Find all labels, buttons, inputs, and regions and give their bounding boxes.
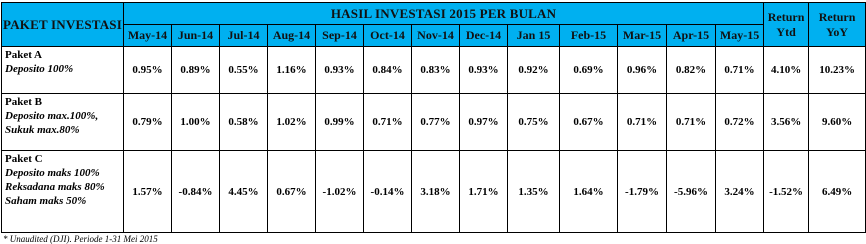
return-cell: -0.14% [364,151,412,233]
return-yoy-label-1: Return [818,9,856,24]
return-yoy-cell: 9.60% [809,94,866,151]
return-cell: 1.64% [560,151,618,233]
month-header: Jul-14 [220,25,268,47]
return-yoy-cell: 6.49% [809,151,866,233]
paket-name: Paket C [5,153,43,165]
paket-investasi-header: PAKET INVESTASI [2,3,124,47]
return-cell: 0.71% [364,94,412,151]
return-cell: 0.83% [412,47,460,94]
header-row-top [2,3,866,25]
investment-returns-table [1,2,866,233]
return-cell: 0.72% [716,94,764,151]
hasil-investasi-title: HASIL INVESTASI 2015 PER BULAN [124,3,764,25]
return-cell: 0.71% [716,47,764,94]
return-cell: 0.96% [618,47,667,94]
paket-name: Paket A [5,49,42,61]
return-cell: 0.69% [560,47,618,94]
return-ytd-header [764,3,809,47]
return-ytd-cell: -1.52% [764,151,809,233]
investment-table-wrapper [1,2,866,233]
return-cell: -1.02% [316,151,364,233]
return-ytd-label-1: Return [767,9,805,24]
paket-desc: Deposito max.100%, [5,110,99,122]
return-cell: 0.97% [460,94,508,151]
month-header: May-14 [124,25,172,47]
return-cell: 1.02% [268,94,316,151]
return-cell: 1.00% [172,94,220,151]
header-row-months [2,25,866,47]
month-header: Sep-14 [316,25,364,47]
return-cell: 0.71% [618,94,667,151]
return-cell: 0.58% [220,94,268,151]
paket-desc: Deposito maks 100% [5,167,100,179]
return-ytd-cell: 4.10% [764,47,809,94]
return-cell: 0.93% [316,47,364,94]
return-cell: 0.55% [220,47,268,94]
month-header: Aug-14 [268,25,316,47]
return-cell: 0.67% [560,94,618,151]
paket-a-cell [2,47,124,94]
month-header: Apr-15 [667,25,716,47]
table-row-paket-c [2,151,866,233]
return-cell: -5.96% [667,151,716,233]
footnote: * Unaudited (DJI). Periode 1-31 Mei 2015 [3,234,158,244]
paket-desc: Deposito 100% [5,63,74,75]
return-cell: 0.99% [316,94,364,151]
return-cell: 0.82% [667,47,716,94]
return-cell: 1.35% [508,151,560,233]
return-cell: 0.89% [172,47,220,94]
return-cell: 0.71% [667,94,716,151]
return-cell: -1.79% [618,151,667,233]
return-cell: 3.18% [412,151,460,233]
return-cell: 0.79% [124,94,172,151]
return-cell: 0.77% [412,94,460,151]
month-header: Oct-14 [364,25,412,47]
month-header: Jan 15 [508,25,560,47]
return-ytd-cell: 3.56% [764,94,809,151]
return-cell: 0.95% [124,47,172,94]
paket-name: Paket B [5,96,42,108]
return-cell: 1.71% [460,151,508,233]
return-yoy-label-2: YoY [826,24,849,39]
return-cell: 0.75% [508,94,560,151]
return-yoy-cell: 10.23% [809,47,866,94]
return-cell: 1.57% [124,151,172,233]
month-header: May-15 [716,25,764,47]
return-ytd-label-2: Ytd [776,24,796,39]
month-header: Dec-14 [460,25,508,47]
table-row-paket-b [2,94,866,151]
return-cell: 1.16% [268,47,316,94]
paket-desc: Reksadana maks 80% [5,181,105,193]
paket-desc: Saham maks 50% [5,195,87,207]
month-header: Feb-15 [560,25,618,47]
month-header: Mar-15 [618,25,667,47]
return-cell: -0.84% [172,151,220,233]
return-yoy-header [809,3,866,47]
return-cell: 0.67% [268,151,316,233]
paket-desc: Sukuk max.80% [5,124,80,136]
return-cell: 0.93% [460,47,508,94]
return-cell: 0.84% [364,47,412,94]
month-header: Jun-14 [172,25,220,47]
table-row-paket-a [2,47,866,94]
month-header: Nov-14 [412,25,460,47]
return-cell: 3.24% [716,151,764,233]
return-cell: 4.45% [220,151,268,233]
paket-c-cell [2,151,124,233]
return-cell: 0.92% [508,47,560,94]
paket-b-cell [2,94,124,151]
